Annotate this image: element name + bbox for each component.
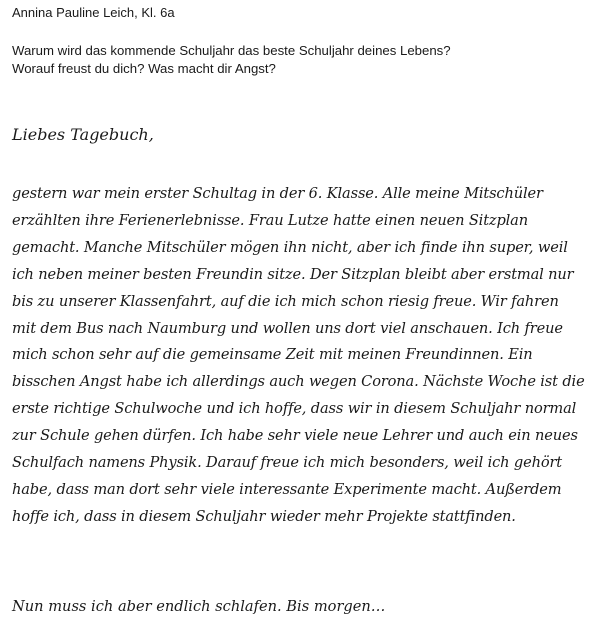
diary-line: erzählten ihre Ferienerlebnisse. Frau Lutze hatte einen neuen Sitzplan — [12, 211, 528, 229]
diary-line: ich neben meiner besten Freundin sitze. Der Sitzplan bleibt aber erstmal nur — [12, 265, 574, 283]
diary-line: bisschen Angst habe ich allerdings auch wegen Corona. Nächste Woche ist die — [12, 373, 585, 391]
diary-line: gemacht. Manche Mitschüler mögen ihn nicht, aber ich finde ihn super, weil — [12, 238, 568, 256]
diary-line: bis zu unserer Klassenfahrt, auf die ich mich schon riesig freue. Wir fahren — [12, 292, 559, 310]
diary-line: hoffe ich, dass in diesem Schuljahr wieder mehr Projekte stattfinden. — [12, 507, 516, 525]
author-line: Annina Pauline Leich, Kl. 6a — [12, 5, 175, 20]
assignment-prompt — [12, 42, 451, 78]
prompt-line: Worauf freust du dich? Was macht dir Angst? — [12, 61, 276, 76]
diary-line: habe, dass man dort sehr viele interessante Experimente macht. Außerdem — [12, 480, 562, 498]
diary-body — [12, 181, 585, 531]
diary-closing: Nun muss ich aber endlich schlafen. Bis morgen… — [12, 598, 386, 615]
diary-line: mit dem Bus nach Naumburg und wollen uns dort viel anschauen. Ich freue — [12, 319, 563, 337]
diary-salutation: Liebes Tagebuch, — [12, 125, 154, 144]
prompt-line: Warum wird das kommende Schuljahr das beste Schuljahr deines Lebens? — [12, 43, 451, 58]
diary-line: zur Schule gehen dürfen. Ich habe sehr viele neue Lehrer und auch ein neues — [12, 427, 578, 445]
diary-line: Schulfach namens Physik. Darauf freue ich mich besonders, weil ich gehört — [12, 454, 563, 472]
diary-line: erste richtige Schulwoche und ich hoffe, dass wir in diesem Schuljahr normal — [12, 400, 577, 418]
diary-line: gestern war mein erster Schultag in der 6. Klasse. Alle meine Mitschüler — [12, 185, 543, 202]
diary-line: mich schon sehr auf die gemeinsame Zeit mit meinen Freundinnen. Ein — [12, 346, 533, 364]
